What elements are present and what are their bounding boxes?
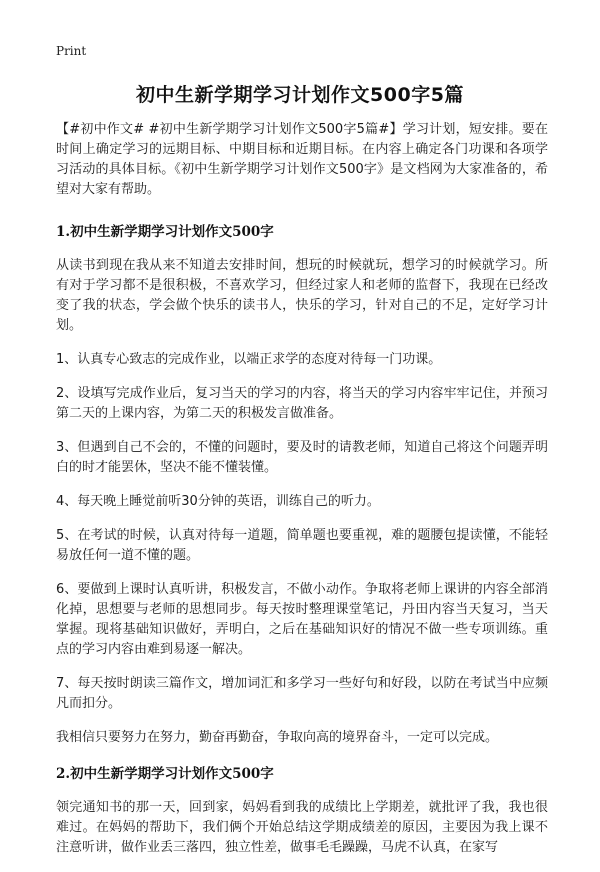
document-title: 初中生新学期学习计划作文500字5篇 xyxy=(136,84,464,106)
list-item: 2、设填写完成作业后，复习当天的学习的内容，将当天的学习内容牢牢记住，并预习第二天的上课内容，为第二天的积极发言做准备。 xyxy=(56,386,548,421)
print-label[interactable]: Print xyxy=(56,44,87,58)
list-item: 4、每天晚上睡觉前听30分钟的英语，训练自己的听力。 xyxy=(56,494,380,509)
body-paragraph: 领完通知书的那一天，回到家，妈妈看到我的成绩比上学期差，就批评了我，我也很难过。在妈妈的帮助下，我们俩个开始总结这学期成绩差的原因，主要因为我上课不注意听讲，做作业丢三落四，独立性差，做事毛毛躁躁，马虎不认真，在家写 xyxy=(56,800,548,855)
section-heading: 1.初中生新学期学习计划作文500字 xyxy=(56,224,274,240)
list-item: 3、但遇到自己不会的，不懂的问题时，要及时的请教老师，知道自己将这个问题弄明白的时才能罢休，坚决不能不懂装懂。 xyxy=(56,440,548,475)
list-item: 6、要做到上课时认真听讲，积极发言，不做小动作。争取将老师上课讲的内容全部消化掉，思想要与老师的思想同步。每天按时整理课堂笔记，丹田内容当天复习，当天掌握。现将基础知识做好，弄明白，之后在基础知识好的情况不做一些专项训练。重点的学习内容由难到易逐一解决。 xyxy=(56,582,548,657)
body-paragraph: 从读书到现在我从来不知道去安排时间，想玩的时候就玩，想学习的时候就学习。所有对于学习都不是很积极，不喜欢学习，但经过家人和老师的监督下，我现在已经改变了我的状态，学会做个快乐的读书人，快乐的学习，针对自己的不足，定好学习计划。 xyxy=(56,258,548,333)
list-item: 1、认真专心致志的完成作业，以端正求学的态度对待每一门功课。 xyxy=(56,352,442,367)
list-item: 7、每天按时朗读三篇作文，增加词汇和多学习一些好句和好段，以防在考试当中应频凡而扣分。 xyxy=(56,676,548,711)
list-item: 5、在考试的时候，认真对待每一道题，简单题也要重视，难的题腰包提读懂，不能轻易放任何一道不懂的题。 xyxy=(56,528,548,563)
section-heading: 2.初中生新学期学习计划作文500字 xyxy=(56,766,274,782)
intro-paragraph: 【#初中作文# #初中生新学期学习计划作文500字5篇#】学习计划，短安排。要在时间上确定学习的远期目标、中期目标和近期目标。在内容上确定各门功课和各项学习活动的具体目标。《初中生新学期学习计划作文500字》是文档网为大家准备的，希望对大家有帮助。 xyxy=(56,122,548,197)
document-body xyxy=(56,120,548,872)
body-paragraph: 我相信只要努力在努力，勤奋再勤奋，争取向高的境界奋斗，一定可以完成。 xyxy=(56,730,499,745)
